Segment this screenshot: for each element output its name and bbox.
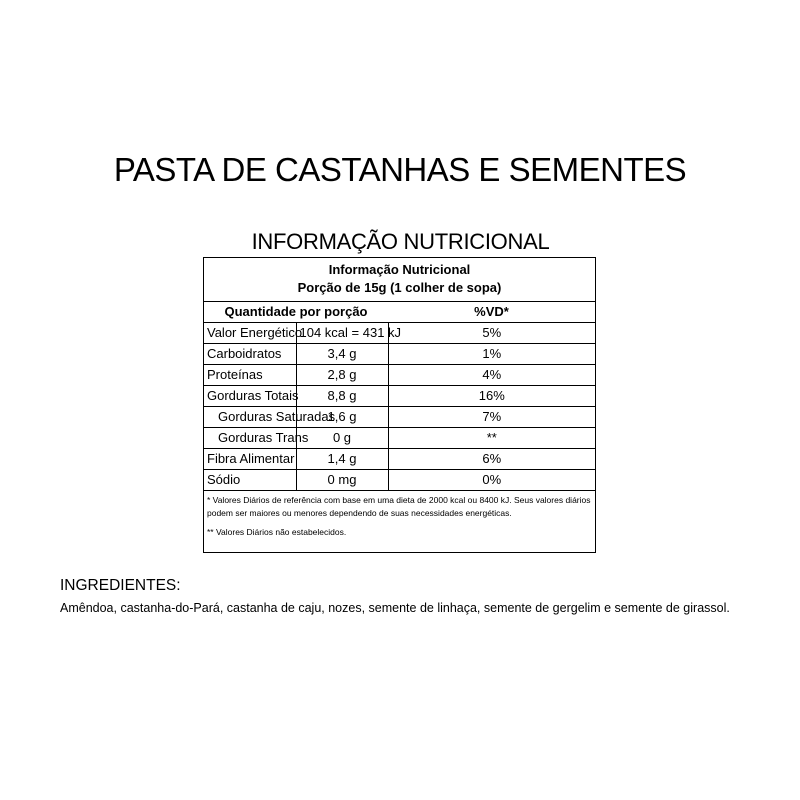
nutrient-name: Fibra Alimentar: [204, 449, 296, 470]
nutrition-section-title: INFORMAÇÃO NUTRICIONAL: [251, 229, 550, 254]
nutrient-name: Gorduras Totais: [204, 386, 296, 407]
ingredients-text: Amêndoa, castanha-do-Pará, castanha de caju, nozes, semente de linhaça, semente de gergelim e semente de girassol.: [60, 601, 730, 615]
nutrient-vd: 0%: [388, 470, 595, 491]
nutrient-vd: 4%: [388, 365, 595, 386]
nutrition-table-header: [204, 258, 595, 302]
nutrient-name: Gorduras Trans: [204, 428, 296, 449]
vd-column-header: %VD*: [388, 302, 595, 323]
ingredients-label: INGREDIENTES:: [60, 577, 181, 594]
table-header-row: [204, 302, 595, 323]
nutrient-vd: 16%: [388, 386, 595, 407]
product-title: PASTA DE CASTANHAS E SEMENTES: [113, 151, 687, 188]
nutrient-name: Proteínas: [204, 365, 296, 386]
nutrition-facts-table: [203, 257, 596, 553]
table-row: [204, 344, 595, 365]
nutrient-vd: **: [388, 428, 595, 449]
table-row: [204, 323, 595, 344]
nutrition-table-heading: Informação Nutricional: [328, 262, 471, 277]
footnote-not-established: ** Valores Diários não estabelecidos.: [207, 527, 347, 537]
nutrient-name: Sódio: [204, 470, 296, 491]
nutrient-quantity: 8,8 g: [296, 386, 388, 407]
nutrient-quantity: 0 g: [296, 428, 388, 449]
nutrient-vd: 7%: [388, 407, 595, 428]
nutrient-quantity: 1,6 g: [296, 407, 388, 428]
table-row: [204, 449, 595, 470]
nutrient-name: Gorduras Saturadas: [204, 407, 296, 428]
table-row: [204, 386, 595, 407]
nutrient-vd: 1%: [388, 344, 595, 365]
table-row: [204, 407, 595, 428]
table-footnotes: [204, 491, 595, 539]
nutrient-vd: 6%: [388, 449, 595, 470]
nutrient-name: Valor Energético: [204, 323, 296, 344]
table-row: [204, 428, 595, 449]
nutrient-quantity: 0 mg: [296, 470, 388, 491]
nutrient-quantity: 104 kcal = 431 kJ: [296, 323, 388, 344]
nutrient-quantity: 1,4 g: [296, 449, 388, 470]
table-row: [204, 470, 595, 491]
nutrient-quantity: 3,4 g: [296, 344, 388, 365]
footnote-daily-values: * Valores Diários de referência com base em uma dieta de 2000 kcal ou 8400 kJ. Seus valores diários podem ser maiores ou menores dependendo de suas necessidades energéticas.: [207, 495, 591, 518]
portion-size: Porção de 15g (1 colher de sopa): [297, 280, 502, 295]
nutrient-quantity: 2,8 g: [296, 365, 388, 386]
quantity-column-header: Quantidade por porção: [204, 302, 388, 323]
nutrient-vd: 5%: [388, 323, 595, 344]
table-row: [204, 365, 595, 386]
nutrient-name: Carboidratos: [204, 344, 296, 365]
nutrition-grid: [204, 302, 595, 491]
